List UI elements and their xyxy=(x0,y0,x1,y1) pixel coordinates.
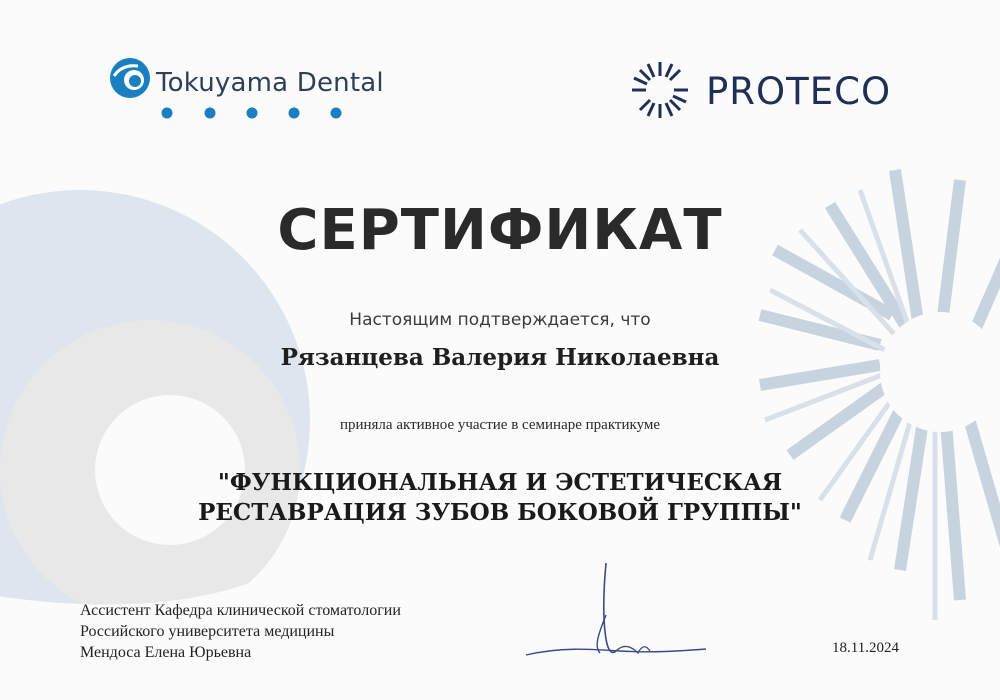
proteco-brand-name: PROTECO xyxy=(706,70,892,113)
tokuyama-dots xyxy=(160,106,350,120)
course-title-line2: РЕСТАВРАЦИЯ ЗУБОВ БОКОВОЙ ГРУППЫ" xyxy=(198,499,802,526)
certificate-title: СЕРТИФИКАТ xyxy=(277,198,723,263)
issue-date: 18.11.2024 xyxy=(832,640,899,656)
certificate-intro: Настоящим подтверждается, что xyxy=(349,310,651,330)
signer-name: Мендоса Елена Юрьевна xyxy=(80,644,252,661)
tokuyama-swirl-logo-icon xyxy=(108,56,152,100)
signer-block xyxy=(80,600,401,663)
handwritten-signature xyxy=(520,555,710,665)
recipient-name: Рязанцева Валерия Николаевна xyxy=(280,344,720,371)
proteco-burst-logo-icon xyxy=(630,60,690,120)
proteco-logo xyxy=(630,60,900,120)
signer-position: Ассистент Кафедра клинической стоматологии xyxy=(80,602,401,619)
course-title xyxy=(0,468,1000,528)
course-title-line1: "ФУНКЦИОНАЛЬНАЯ И ЭСТЕТИЧЕСКАЯ xyxy=(217,469,783,496)
tokuyama-brand-name: Tokuyama Dental xyxy=(156,68,384,98)
participation-statement: приняла активное участие в семинаре практикуме xyxy=(339,417,661,433)
tokuyama-dental-logo xyxy=(108,56,384,126)
signer-institution: Российского университета медицины xyxy=(80,623,335,640)
proteco-burst-center xyxy=(880,312,1000,432)
